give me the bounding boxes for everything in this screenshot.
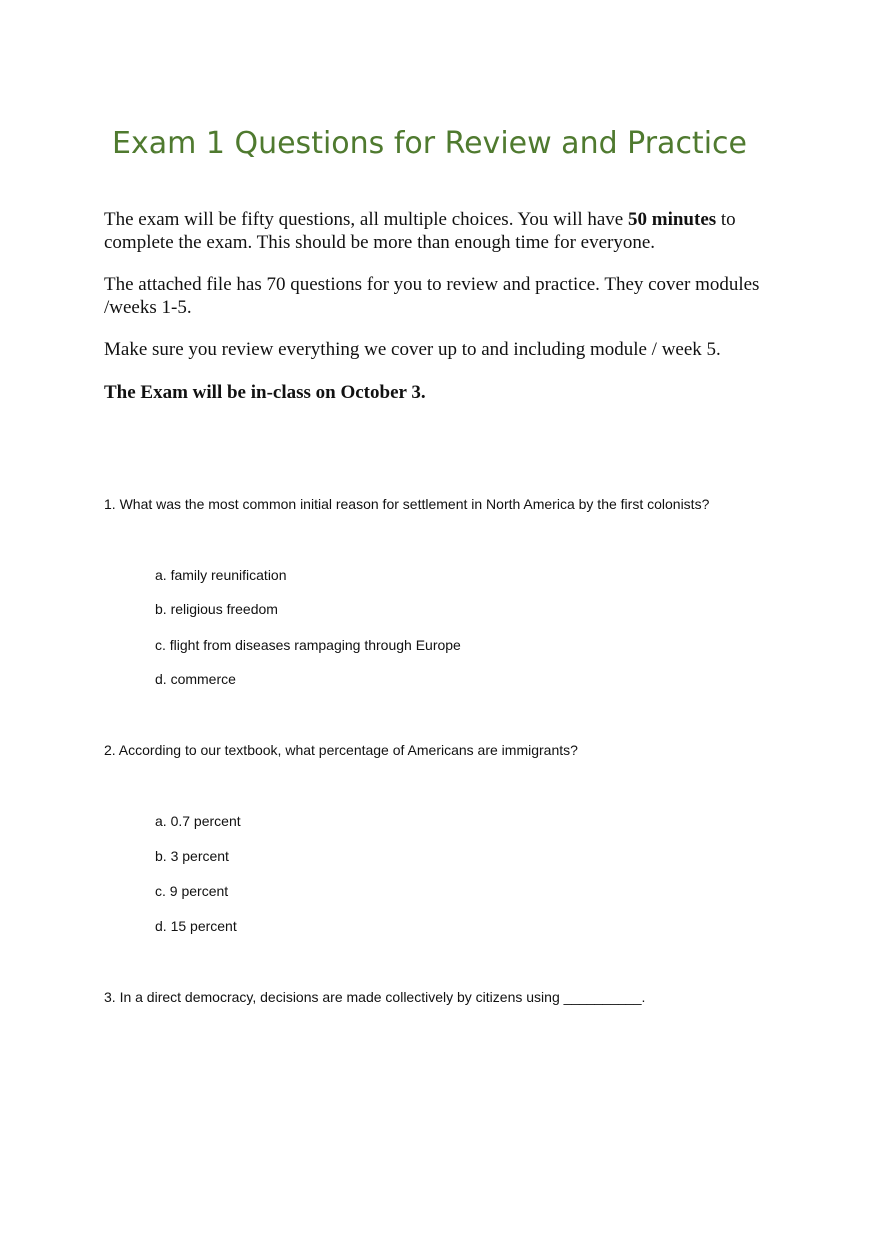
question-2-option-a: a. 0.7 percent bbox=[155, 813, 241, 829]
question-2-option-d: d. 15 percent bbox=[155, 918, 237, 934]
question-2: 2. According to our textbook, what percentage of Americans are immigrants? bbox=[104, 742, 578, 758]
question-1-option-a: a. family reunification bbox=[155, 567, 287, 583]
question-1: 1. What was the most common initial reason for settlement in North America by the first colonists? bbox=[104, 496, 710, 512]
question-1-option-c: c. flight from diseases rampaging through Europe bbox=[155, 637, 461, 653]
exam-date-notice: The Exam will be in-class on October 3. bbox=[104, 382, 426, 403]
intro-text-start: The exam will be fifty questions, all multiple choices. You will have bbox=[104, 209, 628, 230]
question-2-option-b: b. 3 percent bbox=[155, 848, 229, 864]
question-1-option-d: d. commerce bbox=[155, 671, 236, 687]
intro-paragraph-exam-format bbox=[104, 208, 784, 254]
question-3: 3. In a direct democracy, decisions are made collectively by citizens using __________. bbox=[104, 989, 646, 1005]
intro-paragraph-review-scope: Make sure you review everything we cover up to and including module / week 5. bbox=[104, 339, 721, 360]
intro-text-end: to complete the exam. This should be more than enough time for everyone. bbox=[104, 209, 736, 253]
question-2-option-c: c. 9 percent bbox=[155, 883, 229, 899]
page-title: Exam 1 Questions for Review and Practice bbox=[112, 126, 747, 161]
intro-paragraph-attached-file: The attached file has 70 questions for you to review and practice. They cover modules /weeks 1-5. bbox=[104, 274, 760, 318]
question-1-option-b: b. religious freedom bbox=[155, 601, 278, 617]
exam-duration: 50 minutes bbox=[628, 209, 717, 230]
